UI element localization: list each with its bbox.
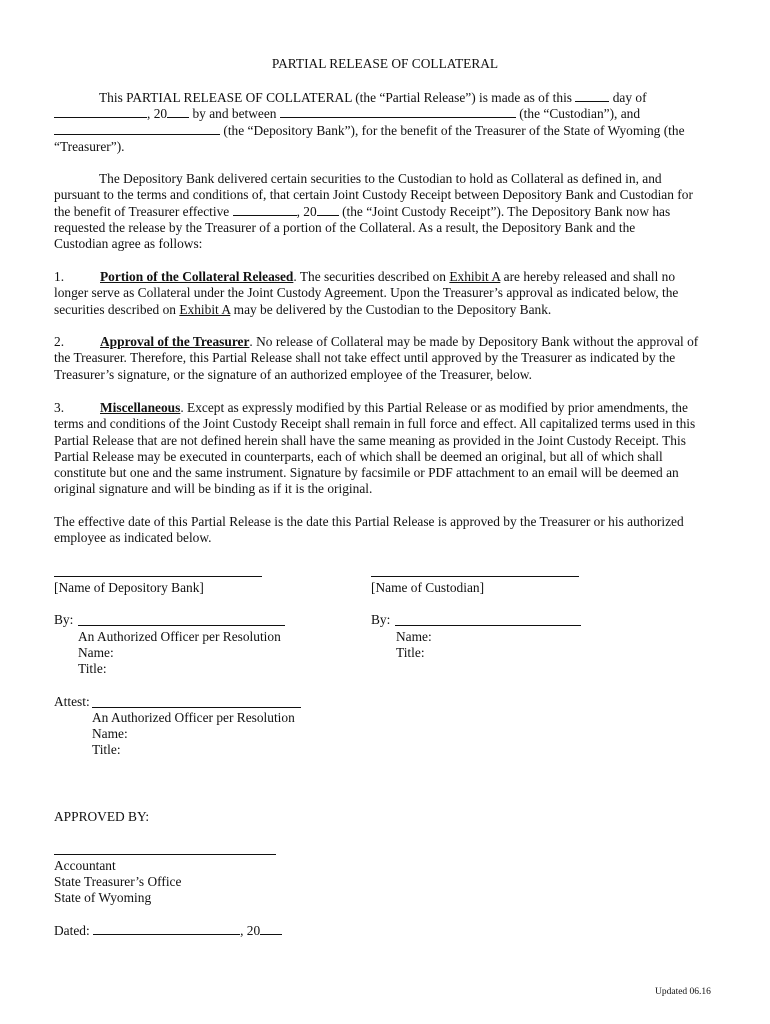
recital-text: , 20 xyxy=(296,203,317,219)
recital-text: the benefit of Treasurer effective xyxy=(54,203,230,219)
section-text: the Treasurer. Therefore, this Partial Release shall not take effect until approved by the Treasurer as indicated by the xyxy=(54,350,676,366)
custodian-by-label: By: xyxy=(371,612,391,627)
custodian-signature-line[interactable] xyxy=(371,576,579,577)
section-text: terms and conditions of the Joint Custody Receipt shall remain in full force and effect. All capitalized terms used in this xyxy=(54,416,696,432)
section-text: . Except as expressly modified by this Partial Release or as modified by prior amendments, the xyxy=(180,400,688,415)
recital-text: The Depository Bank delivered certain securities to the Custodian to hold as Collateral as defined in, and xyxy=(99,171,662,186)
section-text: original signature and will be binding as if it is the original. xyxy=(54,481,373,497)
intro-text: by and between xyxy=(192,106,277,122)
section-number: 2. xyxy=(54,334,65,349)
day-blank[interactable] xyxy=(575,90,609,102)
recital-text: requested the release by the Treasurer of a portion of the Collateral. As a result, the Depository Bank and the xyxy=(54,219,636,235)
dated-label: Dated: xyxy=(54,923,90,938)
section-text: are hereby released and shall no xyxy=(503,269,676,284)
exhibit-a-link: Exhibit A xyxy=(179,301,231,317)
section-text: may be delivered by the Custodian to the Depository Bank. xyxy=(233,301,552,317)
attest-title-field-label: Title: xyxy=(92,742,121,757)
bank-name-label: [Name of Depository Bank] xyxy=(54,580,204,595)
year-blank[interactable] xyxy=(167,106,189,118)
section-number: 3. xyxy=(54,400,65,415)
section-text: Treasurer’s signature, or the signature of an authorized employee of the Treasurer, below. xyxy=(54,366,532,382)
recital-text: pursuant to the terms and conditions of, that certain Joint Custody Receipt between Depository Bank and Custodian for xyxy=(54,187,693,203)
dated-year-blank[interactable] xyxy=(260,923,282,935)
effective-text: employee as indicated below. xyxy=(54,530,212,546)
depository-bank-blank[interactable] xyxy=(54,123,220,135)
intro-paragraph xyxy=(54,90,718,155)
month-blank[interactable] xyxy=(54,106,147,118)
state-label: State of Wyoming xyxy=(54,890,152,905)
attest-officer-label: An Authorized Officer per Resolution xyxy=(92,710,295,725)
section-1 xyxy=(54,269,718,318)
section-text: . The securities described on xyxy=(293,269,446,284)
bank-by-label: By: xyxy=(54,612,74,627)
intro-text: (the “Depository Bank”), for the benefit of the Treasurer of the State of Wyoming (the xyxy=(223,122,685,138)
effective-paragraph xyxy=(54,514,718,547)
recital-text: Custodian agree as follows: xyxy=(54,236,203,252)
bank-officer-label: An Authorized Officer per Resolution xyxy=(78,629,281,644)
office-label: State Treasurer’s Office xyxy=(54,874,182,889)
bank-signature-line[interactable] xyxy=(54,576,262,577)
section-number: 1. xyxy=(54,269,65,284)
section-text: . No release of Collateral may be made by Depository Bank without the approval of xyxy=(249,334,699,349)
section-text: constitute but one and the same instrument. Signature by facsimile or PDF attachment to an email will be deemed an xyxy=(54,465,679,481)
attest-label: Attest: xyxy=(54,694,90,709)
intro-text: “Treasurer”). xyxy=(54,138,125,154)
bank-by-line[interactable] xyxy=(78,625,285,626)
dated-year-label: , 20 xyxy=(240,923,261,938)
approved-by-label: APPROVED BY: xyxy=(54,809,150,824)
section-heading: Approval of the Treasurer xyxy=(100,334,250,349)
intro-text: This PARTIAL RELEASE OF COLLATERAL (the “Partial Release”) is made as of this xyxy=(99,90,572,105)
section-text: securities described on xyxy=(54,301,176,317)
attest-signature-line[interactable] xyxy=(92,707,301,708)
attest-name-field-label: Name: xyxy=(92,726,128,741)
recital-paragraph xyxy=(54,171,718,252)
section-text: Partial Release may be executed in counterparts, each of which shall be deemed an original, but all of which shall xyxy=(54,448,663,464)
custodian-name-label: [Name of Custodian] xyxy=(371,580,485,595)
intro-text: day of xyxy=(612,90,647,105)
section-heading: Portion of the Collateral Released xyxy=(100,269,294,284)
dated-blank[interactable] xyxy=(93,923,240,935)
section-heading: Miscellaneous xyxy=(100,400,181,415)
intro-text: (the “Custodian”), and xyxy=(519,106,641,122)
section-3 xyxy=(54,400,718,498)
effective-year-blank[interactable] xyxy=(317,204,339,216)
document-title: PARTIAL RELEASE OF COLLATERAL xyxy=(271,56,499,71)
dated-line xyxy=(54,923,282,939)
bank-title-field-label: Title: xyxy=(78,661,107,676)
footer-updated: Updated 06.16 xyxy=(655,987,711,997)
section-2 xyxy=(54,334,718,383)
custodian-by-line[interactable] xyxy=(395,625,581,626)
effective-text: The effective date of this Partial Release is the date this Partial Release is approved by the Treasurer or his authorized xyxy=(54,514,684,529)
recital-text: (the “Joint Custody Receipt”). The Depository Bank now has xyxy=(342,203,671,219)
custodian-title-field-label: Title: xyxy=(396,645,425,660)
custodian-blank[interactable] xyxy=(280,106,516,118)
intro-text: , 20 xyxy=(147,106,168,122)
accountant-label: Accountant xyxy=(54,858,116,873)
exhibit-a-link: Exhibit A xyxy=(449,269,501,284)
effective-date-blank[interactable] xyxy=(233,204,297,216)
approver-signature-line[interactable] xyxy=(54,854,276,855)
section-text: longer serve as Collateral under the Joint Custody Agreement. Upon the Treasurer’s approval as indicated below, the xyxy=(54,285,679,301)
section-text: Partial Release that are not defined herein shall have the same meaning as provided in the Joint Custody Receipt. This xyxy=(54,432,686,448)
custodian-name-field-label: Name: xyxy=(396,629,432,644)
bank-name-field-label: Name: xyxy=(78,645,114,660)
